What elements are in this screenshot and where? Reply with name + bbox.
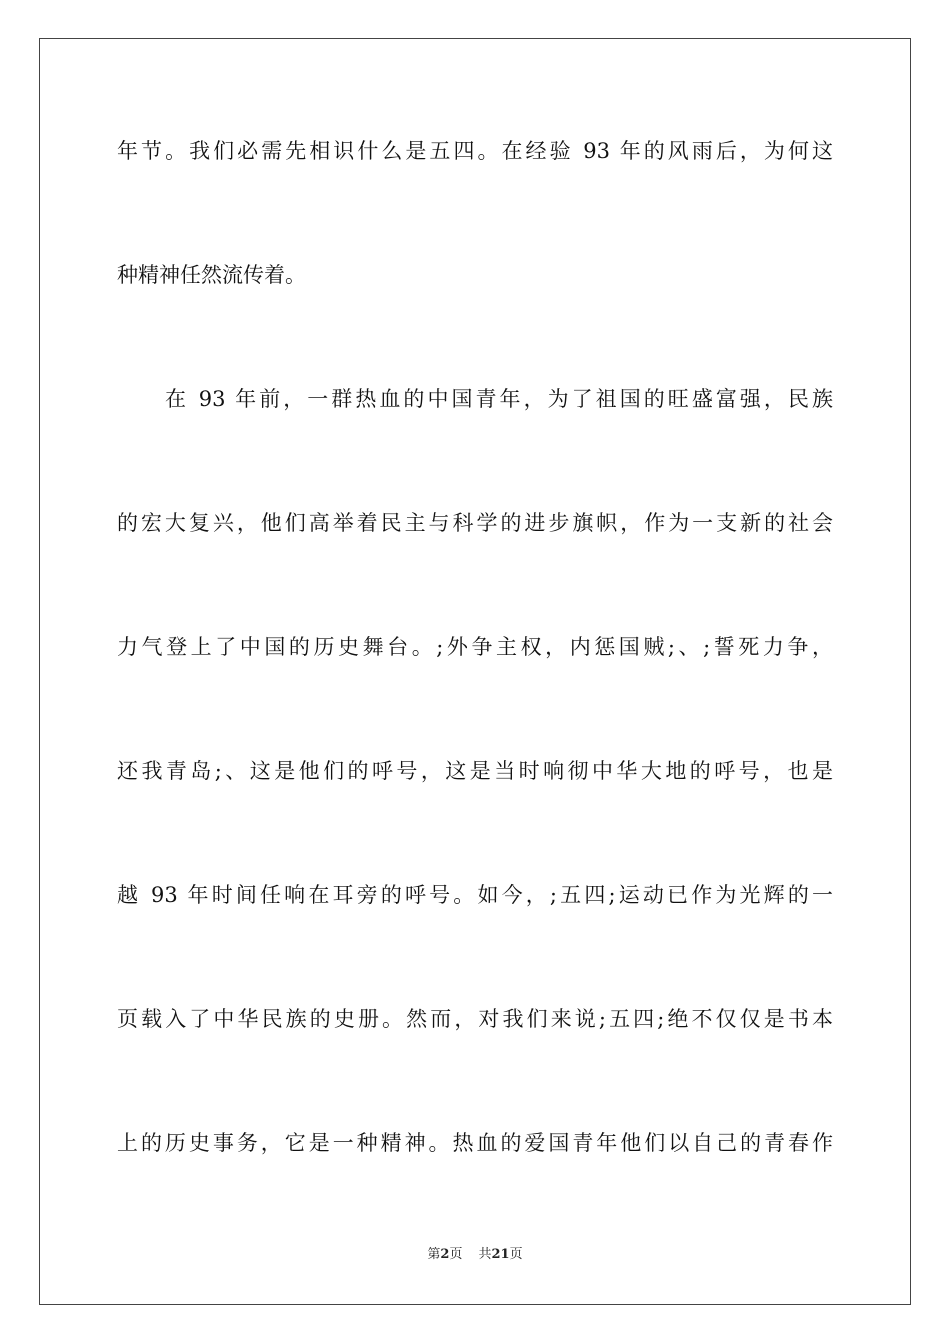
- body-line-3: 在 93 年前，一群热血的中国青年，为了祖国的旺盛富强，民族: [165, 387, 833, 411]
- footer-page-number: 2: [440, 1247, 450, 1262]
- footer-total-suffix: 页: [509, 1247, 523, 1262]
- page-border: [39, 38, 911, 1305]
- page-footer: [0, 1246, 950, 1264]
- body-line-6: 还我青岛;、这是他们的呼号，这是当时响彻中华大地的呼号，也是: [117, 759, 833, 783]
- footer-page-suffix: 页: [449, 1247, 463, 1262]
- body-line-7: 越 93 年时间任响在耳旁的呼号。如今，;五四;运动已作为光辉的一: [117, 883, 833, 907]
- body-line-2: 种精神任然流传着。: [117, 263, 306, 287]
- body-line-9: 上的历史事务，它是一种精神。热血的爱国青年他们以自己的青春作: [117, 1131, 833, 1155]
- body-line-1: 年节。我们必需先相识什么是五四。在经验 93 年的风雨后，为何这: [117, 139, 833, 163]
- body-line-4: 的宏大复兴，他们高举着民主与科学的进步旗帜，作为一支新的社会: [117, 511, 833, 535]
- body-line-8: 页载入了中华民族的史册。然而，对我们来说;五四;绝不仅仅是书本: [117, 1007, 833, 1031]
- footer-total-pages: 21: [491, 1247, 510, 1262]
- footer-total-prefix: 共: [478, 1247, 492, 1262]
- body-line-5: 力气登上了中国的历史舞台。;外争主权，内惩国贼;、;誓死力争，: [117, 635, 833, 659]
- footer-page-prefix: 第: [427, 1247, 441, 1262]
